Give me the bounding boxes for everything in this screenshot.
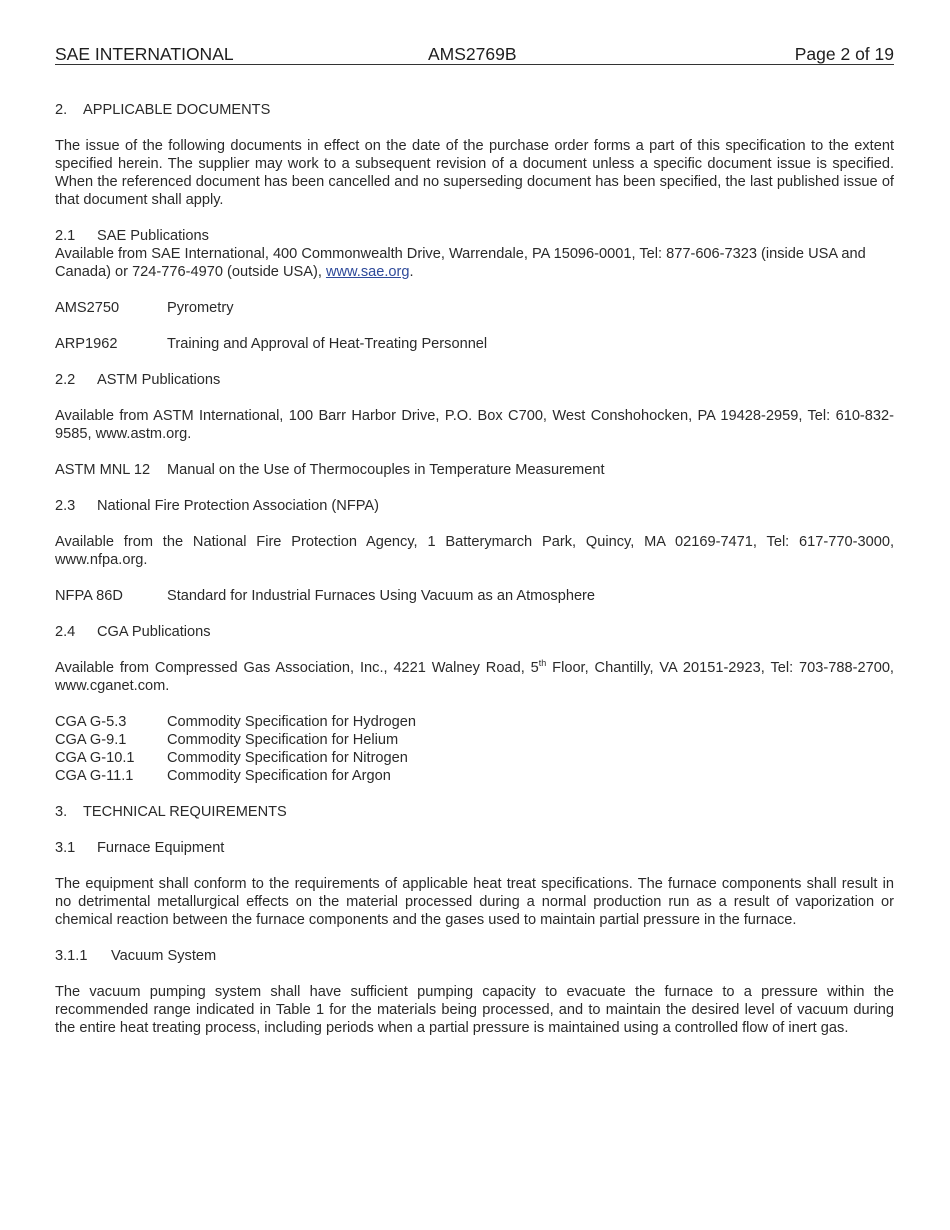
doc-title: Manual on the Use of Thermocouples in Temperature Measurement [167, 462, 605, 478]
section-2-4-heading [55, 623, 894, 641]
section-2-2-heading [55, 371, 894, 389]
doc-title: Training and Approval of Heat-Treating Personnel [167, 336, 488, 352]
doc-row-cga-g9-1 [55, 731, 894, 749]
document-page [55, 44, 894, 1037]
doc-row-cga-g11-1 [55, 767, 894, 785]
header-org: SAE INTERNATIONAL [55, 44, 234, 64]
doc-title: Standard for Industrial Furnaces Using Vacuum as an Atmosphere [167, 588, 596, 604]
cga-floor-superscript: th [538, 658, 547, 669]
section-2-1-title: SAE Publications [97, 228, 209, 244]
section-2-1-availability [55, 245, 894, 281]
doc-title: Pyrometry [167, 300, 234, 316]
doc-row-cga-g5-3 [55, 713, 894, 731]
section-2-3-availability: Available from the National Fire Protection Agency, 1 Batterymarch Park, Quincy, MA 02169-7471, Tel: 617-770-3000, www.nfpa.org. [55, 534, 894, 568]
section-2-title: APPLICABLE DOCUMENTS [83, 102, 271, 118]
section-2-1-number: 2.1 [55, 228, 76, 244]
doc-code: NFPA 86D [55, 588, 123, 604]
section-3-1-number: 3.1 [55, 840, 76, 856]
doc-row-arp1962 [55, 335, 894, 353]
section-3-1-1-heading [55, 947, 894, 965]
section-3-1-heading [55, 839, 894, 857]
section-2-1-heading [55, 227, 894, 245]
section-2-intro: The issue of the following documents in effect on the date of the purchase order forms a part of this specification to the extent specified herein. The supplier may work to a subsequent revision of a document unless a specific document issue is specified. When the referenced document has been cancelled and no superseding document has been specified, the last published issue of that document shall apply. [55, 138, 894, 208]
doc-row-astm-mnl12 [55, 461, 894, 479]
doc-row-nfpa-86d [55, 587, 894, 605]
doc-code: CGA G-10.1 [55, 750, 135, 766]
sae-availability-text: Available from SAE International, 400 Commonwealth Drive, Warrendale, PA 15096-0001, Tel: 877-606-7323 (inside USA and Canada) or 724-776-4970 (outside USA), [55, 246, 866, 280]
section-3-1-title: Furnace Equipment [97, 840, 225, 856]
page-header [55, 44, 894, 65]
doc-title: Commodity Specification for Nitrogen [167, 750, 408, 766]
section-2-2-title: ASTM Publications [97, 372, 221, 388]
section-3-number: 3. [55, 804, 68, 820]
doc-code: CGA G-5.3 [55, 714, 127, 730]
doc-title: Commodity Specification for Hydrogen [167, 714, 417, 730]
doc-row-cga-g10-1 [55, 749, 894, 767]
section-3-1-1-number: 3.1.1 [55, 948, 88, 964]
doc-code: AMS2750 [55, 300, 120, 316]
section-2-4-number: 2.4 [55, 624, 76, 640]
doc-code: ARP1962 [55, 336, 118, 352]
section-3-1-1-title: Vacuum System [111, 948, 217, 964]
section-2-4-availability [55, 659, 894, 695]
header-page-number: Page 2 of 19 [794, 44, 894, 64]
section-2-3-title: National Fire Protection Association (NFPA) [97, 498, 379, 514]
section-2-3-number: 2.3 [55, 498, 76, 514]
doc-title: Commodity Specification for Argon [167, 768, 391, 784]
section-2-4-title: CGA Publications [97, 624, 211, 640]
section-2-2-availability: Available from ASTM International, 100 Barr Harbor Drive, P.O. Box C700, West Conshohocken, PA 19428-2959, Tel: 610-832-9585, www.astm.org. [55, 408, 894, 442]
doc-code: CGA G-11.1 [55, 768, 134, 784]
cga-availability-end: Floor, Chantilly, VA 20151-2923, Tel: 703-788-2700, www.cganet.com. [55, 660, 894, 694]
section-3-1-1-body: The vacuum pumping system shall have sufficient pumping capacity to evacuate the furnace to a pressure within the recommended range indicated in Table 1 for the materials being processed, and to maintain the desired level of vacuum during the entire heat treating process, including periods when a partial pressure is maintained using a controlled flow of inert gas. [55, 984, 894, 1036]
section-2-heading [55, 101, 894, 119]
doc-title: Commodity Specification for Helium [167, 732, 399, 748]
section-2-3-heading [55, 497, 894, 515]
sae-website-link[interactable]: www.sae.org [325, 264, 410, 280]
cga-availability-text: Available from Compressed Gas Association, Inc., 4221 Walney Road, 5 [55, 660, 539, 676]
header-doc-id: AMS2769B [428, 44, 517, 64]
sae-availability-end: . [409, 264, 414, 280]
section-3-heading [55, 803, 894, 821]
doc-code: ASTM MNL 12 [55, 462, 151, 478]
doc-row-ams2750 [55, 299, 894, 317]
doc-code: CGA G-9.1 [55, 732, 127, 748]
section-2-2-number: 2.2 [55, 372, 76, 388]
page-content [55, 101, 894, 1037]
section-3-title: TECHNICAL REQUIREMENTS [83, 804, 287, 820]
section-3-1-body: The equipment shall conform to the requirements of applicable heat treat specifications. The furnace components shall result in no detrimental metallurgical effects on the material processed during a normal production run as a result of vaporization or chemical reaction between the furnace components and the gases used to maintain partial pressure in the furnace. [55, 876, 894, 928]
section-2-number: 2. [55, 102, 68, 118]
